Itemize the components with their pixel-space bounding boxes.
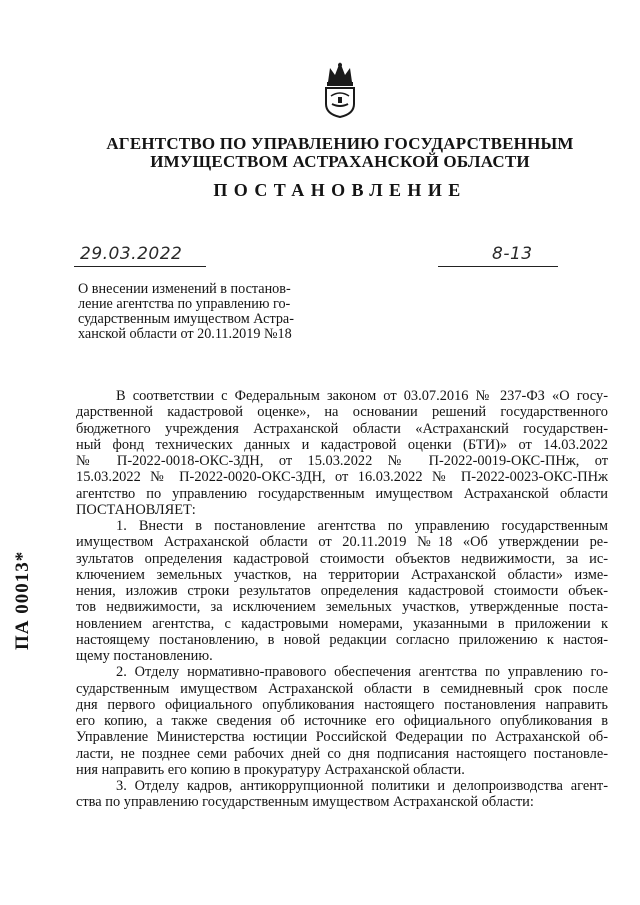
body-line: новлением агентства, с кадастровыми номерами, указанными в приложении к <box>76 615 608 632</box>
body-line: ный фонд технических данных и кадастровой оценки (БТИ)» от 14.03.2022 <box>76 436 608 453</box>
body-line: Управление Министерства юстиции Российской Федерации по Астраханской об- <box>76 729 608 746</box>
side-registration-stamp: ПА 00013* <box>12 550 33 650</box>
organization-name-line1: АГЕНТСТВО ПО УПРАВЛЕНИЮ ГОСУДАРСТВЕННЫМ <box>106 134 574 153</box>
body-line: ключением земельных участков, на территории Астраханской области» изме- <box>76 566 608 583</box>
body-line: ния направить его копию в прокуратуру Астраханской области. <box>76 761 465 778</box>
body-line: дарственной кадастровой оценке», на основании решений государственного <box>76 404 608 421</box>
body-line: ПОСТАНОВЛЯЕТ: <box>76 501 196 518</box>
number-underline <box>438 266 558 267</box>
body-line: 15.03.2022 № П-2022-0020-ОКС-ЗДН, от 16.03.2022 № П-2022-0023-ОКС-ПНж <box>76 469 608 486</box>
body-line: 2. Отделу нормативно-правового обеспечения агентства по управлению го- <box>116 664 608 681</box>
body-line: тов недвижимости, за исключением земельных участков, утвержденные поста- <box>76 599 608 616</box>
body-line: агентство по управлению государственным имуществом Астраханской области <box>76 485 608 502</box>
date-underline <box>74 266 206 267</box>
body-line: настоящему постановлению, в новой редакции согласно приложению к настоя- <box>76 631 608 648</box>
document-subject <box>78 282 318 342</box>
body-line: В соответствии с Федеральным законом от 03.07.2016 № 237-ФЗ «О госу- <box>116 388 608 404</box>
body-line: ства по управлению государственным имуществом Астраханской области: <box>76 794 534 811</box>
body-line: 1. Внести в постановление агентства по управлению государственным <box>116 518 608 534</box>
coat-of-arms-icon <box>322 60 358 118</box>
subject-line: сударственным имуществом Астра- <box>78 311 294 327</box>
body-line: зультатов определения кадастровой стоимости объектов недвижимости, за ис- <box>76 550 608 567</box>
handwritten-date: 29.03.2022 <box>80 244 183 264</box>
body-line: имуществом Астраханской области от 20.11.2019 №18 «Об утверждении ре- <box>76 534 608 551</box>
subject-line: О внесении изменений в постанов- <box>78 281 291 297</box>
body-line: сударственным имуществом Астраханской области в семидневный срок после <box>76 680 608 697</box>
body-line: ласти, не позднее семи рабочих дней со дня подписания настоящего постановле- <box>76 745 608 762</box>
subject-line: ление агентства по управлению го- <box>78 296 291 312</box>
subject-line: ханской области от 20.11.2019 №18 <box>78 326 292 342</box>
body-line: нения, изложив строки результатов определения кадастровой стоимости объек- <box>76 583 608 599</box>
body-line: № П-2022-0018-ОКС-ЗДН, от 15.03.2022 № П-2022-0019-ОКС-ПНж, от <box>76 453 608 469</box>
document-body <box>76 388 608 811</box>
organization-name-line2: ИМУЩЕСТВОМ АСТРАХАНСКОЙ ОБЛАСТИ <box>150 152 530 171</box>
body-line: 3. Отделу кадров, антикоррупционной политики и делопроизводства агент- <box>116 778 608 794</box>
body-line: его копию, а также сведения об источнике его официального опубликования в <box>76 713 608 729</box>
body-line: дня первого официального опубликования настоящего постановления направить <box>76 696 608 713</box>
handwritten-number: 8-13 <box>492 244 533 264</box>
body-line: щему постановлению. <box>76 648 213 664</box>
body-line: бюджетного учреждения Астраханской области «Астраханский государствен- <box>76 420 608 437</box>
document-type-title: ПОСТАНОВЛЕНИЕ <box>213 180 467 200</box>
